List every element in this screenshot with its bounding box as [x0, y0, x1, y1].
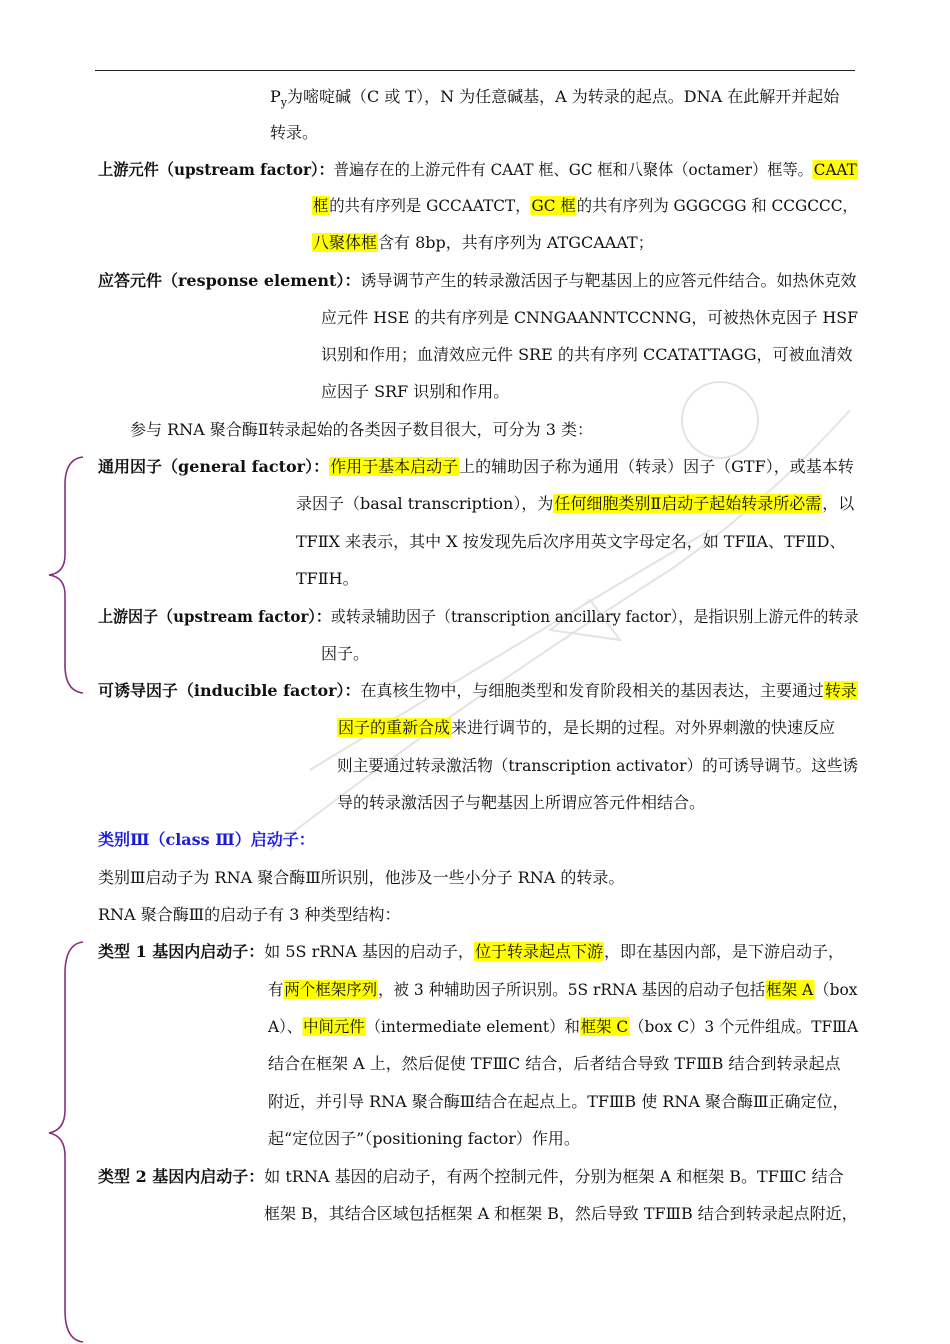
response-element-line-1: 应答元件（response element）：诱导调节产生的转录激活因子与靶基因上的应答元件结合。如热休克效	[98, 271, 857, 290]
type1-line-1: 类型 1 基因内启动子：如 5S rRNA 基因的启动子，位于转录起点下游，即在基因内部，是下游启动子，	[98, 942, 844, 961]
class3-heading: 类别Ⅲ（class Ⅲ）启动子：	[98, 830, 315, 849]
response-element-line-3: 识别和作用；血清效应元件 SRE 的共有序列 CCATATTAGG，可被血清效	[321, 345, 853, 364]
inducible-factor-line-3: 则主要通过转录激活物（transcription activator）的可诱导调节。这些诱	[337, 756, 858, 775]
inducible-factor-line-4: 导的转录激活因子与靶基因上所谓应答元件相结合。	[337, 793, 706, 812]
promoter-desc-line-1: $P_y$为嘧啶碱（C 或 T），N 为任意碱基，A 为转录的起点。DNA 在此解开并起始	[270, 87, 840, 109]
response-element-line-2: 应元件 HSE 的共有序列是 CNNGAANNTCCNNG，可被热休克因子 HSF	[321, 308, 859, 327]
highlight-basic-promoter: 作用于基本启动子	[330, 457, 459, 476]
type2-line-2: 框架 B，其结合区域包括框架 A 和框架 B，然后导致 TFⅢB 结合到转录起点附近，	[264, 1204, 858, 1223]
highlight-required: 任何细胞类别Ⅱ启动子起始转录所必需	[554, 494, 822, 513]
highlight-downstream: 位于转录起点下游	[474, 942, 603, 961]
inducible-factor-term: 可诱导因子（inducible factor）：	[98, 681, 361, 700]
header-rule	[95, 70, 855, 71]
type1-line-5: 附近，并引导 RNA 聚合酶Ⅲ结合在起点上。TFⅢB 使 RNA 聚合酶Ⅲ正确定位，	[268, 1092, 849, 1111]
type1-line-4: 结合在框架 A 上，然后促使 TFⅢC 结合，后者结合导致 TFⅢB 结合到转录起点	[268, 1054, 841, 1073]
general-factor-line-3: TFⅡX 来表示，其中 X 按发现先后次序用英文字母定名，如 TFⅡA、TFⅡD、	[296, 532, 846, 551]
type1-line-6: 起“定位因子”（positioning factor）作用。	[268, 1129, 580, 1148]
highlight-gc-box: GC 框	[531, 196, 576, 215]
type2-term: 类型 2 基因内启动子：	[98, 1167, 265, 1186]
upstream-element-line-2: 框的共有序列是 GCCAATCT，GC 框的共有序列为 GGGCGG 和 CCGCCC，	[312, 196, 858, 215]
type1-term: 类型 1 基因内启动子：	[98, 942, 265, 961]
promoter-desc-line-2: 转录。	[270, 123, 319, 142]
general-factor-line-4: TFⅡH。	[296, 569, 359, 588]
type2-line-1: 类型 2 基因内启动子：如 tRNA 基因的启动子，有两个控制元件，分别为框架 A 和框架 B。TFⅢC 结合	[98, 1167, 844, 1186]
highlight-box-c: 框架 C	[580, 1017, 629, 1036]
curly-brace-factors	[45, 455, 85, 695]
highlight-box-a: 框架 A	[766, 980, 814, 999]
upstream-element-line-3: 八聚体框含有 8bp，共有序列为 ATGCAAAT；	[313, 233, 654, 252]
general-factor-term: 通用因子（general factor）：	[98, 457, 330, 476]
upstream-element-line-1: 上游元件（upstream factor）：普遍存在的上游元件有 CAAT 框、GC 框和八聚体（octamer）框等。CAAT	[98, 160, 857, 179]
upstream-factor-term: 上游因子（upstream factor）：	[98, 607, 331, 626]
class3-para-2: RNA 聚合酶Ⅲ的启动子有 3 种类型结构：	[98, 905, 401, 924]
general-factor-line-1: 通用因子（general factor）：作用于基本启动子上的辅助因子称为通用（转录）因子（GTF），或基本转	[98, 457, 854, 476]
highlight-octamer: 八聚体框	[313, 233, 378, 252]
general-factor-line-2: 录因子（basal transcription），为任何细胞类别Ⅱ启动子起始转录所必需，以	[296, 494, 855, 513]
upstream-factor-line-1: 上游因子（upstream factor）：或转录辅助因子（transcription ancillary factor），是指识别上游元件的转录	[98, 607, 859, 626]
response-element-line-4: 应因子 SRF 识别和作用。	[321, 382, 510, 401]
class3-para-1: 类别Ⅲ启动子为 RNA 聚合酶Ⅲ所识别，他涉及一些小分子 RNA 的转录。	[98, 868, 625, 887]
upstream-element-term: 上游元件（upstream factor）：	[98, 160, 334, 179]
inducible-factor-line-2: 因子的重新合成来进行调节的，是长期的过程。对外界刺激的快速反应	[338, 718, 836, 737]
type1-line-3: A）、中间元件（intermediate element）和框架 C（box C）3 个元件组成。TFⅢA	[268, 1017, 859, 1036]
highlight-two-boxes: 两个框架序列	[284, 980, 378, 999]
response-element-term: 应答元件（response element）：	[98, 271, 361, 290]
curly-brace-types	[45, 940, 85, 1344]
upstream-factor-line-2: 因子。	[321, 644, 370, 663]
factors-intro: 参与 RNA 聚合酶Ⅱ转录起始的各类因子数目很大，可分为 3 类：	[130, 420, 594, 439]
inducible-factor-line-1: 可诱导因子（inducible factor）：在真核生物中，与细胞类型和发育阶段相关的基因表达，主要通过转录	[98, 681, 857, 700]
highlight-caat: CAAT	[813, 160, 857, 179]
type1-line-2: 有两个框架序列，被 3 种辅助因子所识别。5S rRNA 基因的启动子包括框架 A（box	[268, 980, 858, 999]
highlight-intermediate: 中间元件	[303, 1017, 365, 1036]
highlight-resynthesis: 因子的重新合成	[338, 718, 451, 737]
